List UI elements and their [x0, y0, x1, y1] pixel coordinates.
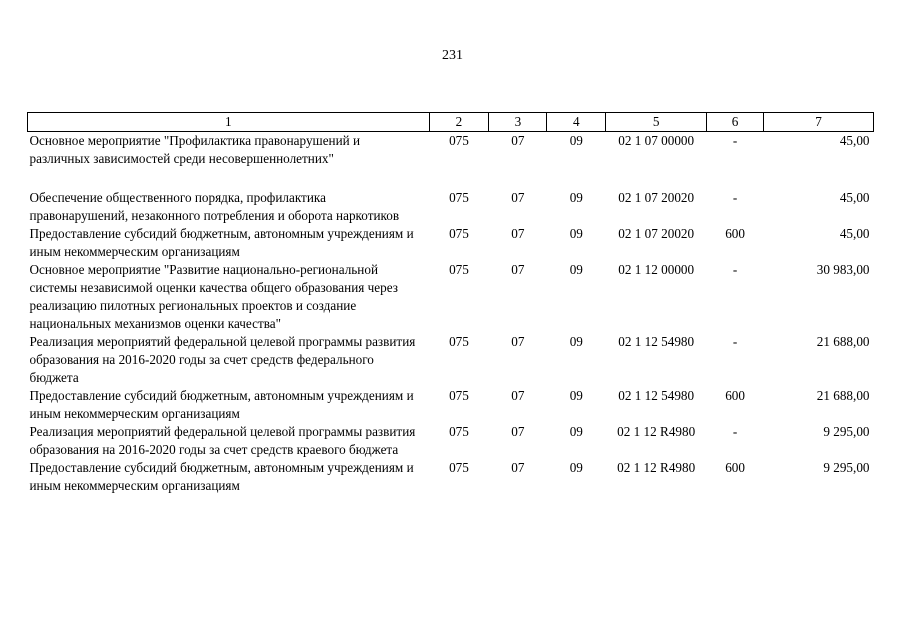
row-ved: 075: [449, 226, 469, 241]
row-sum: 9 295,00: [823, 424, 870, 439]
row-vr: 600: [725, 388, 745, 403]
header-col-2: 2: [429, 113, 489, 132]
budget-table: [27, 112, 874, 495]
row-pr: 09: [569, 334, 583, 349]
row-sum: 45,00: [839, 226, 870, 241]
row-csr: 02 1 07 20020: [618, 226, 695, 241]
row-name: Реализация мероприятий федеральной целевой программы развития образования на 2016-2020 годы за счет средств краевого бюджета: [29, 424, 416, 457]
table-row: [28, 387, 874, 423]
page-number: 231: [442, 48, 463, 63]
table-header: [28, 113, 874, 132]
row-rz: 07: [511, 460, 525, 475]
row-sum: 45,00: [839, 190, 870, 205]
row-csr: 02 1 12 54980: [618, 334, 695, 349]
row-sum: 9 295,00: [823, 460, 870, 475]
table-row: [28, 261, 874, 333]
table-row: [28, 459, 874, 495]
row-rz: 07: [511, 190, 525, 205]
row-sum: 21 688,00: [816, 388, 870, 403]
header-col-3: 3: [489, 113, 547, 132]
row-pr: 09: [569, 226, 583, 241]
table-body: [28, 132, 874, 496]
row-rz: 07: [511, 133, 525, 148]
row-vr: 600: [725, 460, 745, 475]
row-pr: 09: [569, 388, 583, 403]
header-col-5: 5: [606, 113, 707, 132]
row-csr: 02 1 12 R4980: [617, 460, 696, 475]
row-rz: 07: [511, 226, 525, 241]
table-row: [28, 333, 874, 387]
row-name: Реализация мероприятий федеральной целевой программы развития образования на 2016-2020 годы за счет средств федерального бюджета: [29, 334, 416, 385]
table-row: [28, 189, 874, 225]
row-pr: 09: [569, 190, 583, 205]
row-ved: 075: [449, 334, 469, 349]
row-rz: 07: [511, 262, 525, 277]
row-sum: 21 688,00: [816, 334, 870, 349]
row-csr: 02 1 07 00000: [618, 133, 695, 148]
row-rz: 07: [511, 424, 525, 439]
row-vr: -: [732, 190, 738, 205]
row-sum: 30 983,00: [816, 262, 870, 277]
row-vr: -: [732, 262, 738, 277]
row-csr: 02 1 07 20020: [618, 190, 695, 205]
row-ved: 075: [449, 190, 469, 205]
header-row: [28, 113, 874, 132]
row-name: Обеспечение общественного порядка, профилактика правонарушений, незаконного потребления и оборота наркотиков: [29, 190, 400, 223]
row-ved: 075: [449, 262, 469, 277]
header-col-1: 1: [28, 113, 430, 132]
row-rz: 07: [511, 334, 525, 349]
row-vr: -: [732, 334, 738, 349]
row-name: Основное мероприятие "Развитие национально-региональной системы независимой оценки качества общего образования через реализацию пилотных региональных проектов и создание национальных механизмов оценки качества": [29, 262, 398, 331]
row-ved: 075: [449, 133, 469, 148]
header-col-7: 7: [764, 113, 874, 132]
row-vr: 600: [725, 226, 745, 241]
header-col-6: 6: [707, 113, 764, 132]
row-csr: 02 1 12 00000: [618, 262, 695, 277]
table-row: [28, 423, 874, 459]
row-ved: 075: [449, 424, 469, 439]
row-name: Предоставление субсидий бюджетным, автономным учреждениям и иным некоммерческим организациям: [29, 460, 414, 493]
row-csr: 02 1 12 54980: [618, 388, 695, 403]
row-name: Предоставление субсидий бюджетным, автономным учреждениям и иным некоммерческим организациям: [29, 388, 414, 421]
row-sum: 45,00: [839, 133, 870, 148]
row-csr: 02 1 12 R4980: [617, 424, 696, 439]
row-ved: 075: [449, 388, 469, 403]
row-pr: 09: [569, 460, 583, 475]
header-col-4: 4: [547, 113, 606, 132]
row-pr: 09: [569, 262, 583, 277]
row-pr: 09: [569, 133, 583, 148]
row-name: Основное мероприятие "Профилактика правонарушений и различных зависимостей среди несовершеннолетних": [29, 133, 361, 166]
row-name: Предоставление субсидий бюджетным, автономным учреждениям и иным некоммерческим организациям: [29, 226, 414, 259]
table-row: [28, 132, 874, 190]
row-ved: 075: [449, 460, 469, 475]
table-row: [28, 225, 874, 261]
row-rz: 07: [511, 388, 525, 403]
row-pr: 09: [569, 424, 583, 439]
row-vr: -: [732, 424, 738, 439]
row-vr: -: [732, 133, 738, 148]
